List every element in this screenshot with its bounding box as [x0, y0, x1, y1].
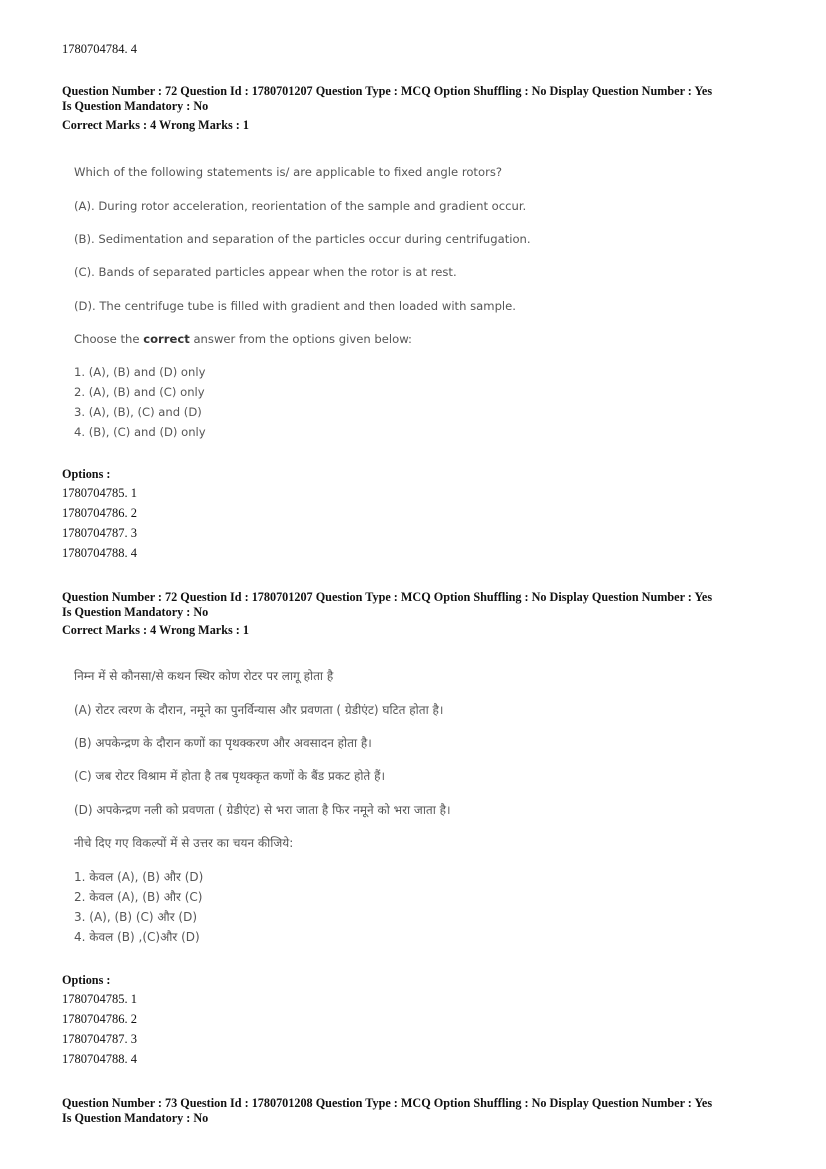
choose-instruction: Choose the correct answer from the options given below: [74, 332, 412, 346]
statement-a-hindi: (A) रोटर त्वरण के दौरान, नमूने का पुनर्विन्यास और प्रवणता ( ग्रेडीएंट) घटित होता है। [74, 703, 444, 717]
answer-choice-1: 1. (A), (B) and (D) only [74, 365, 206, 379]
option-line: 1780704786. 2 [62, 1012, 137, 1026]
statement-a: (A). During rotor acceleration, reorientation of the sample and gradient occur. [74, 199, 527, 213]
statement-c: (C). Bands of separated particles appear when the rotor is at rest. [74, 265, 457, 279]
option-line: 1780704785. 1 [62, 486, 137, 500]
question-header: Question Number : 73 Question Id : 1780701208 Question Type : MCQ Option Shuffling : No Display Question Number : Yes [62, 1096, 713, 1110]
statement-b: (B). Sedimentation and separation of the particles occur during centrifugation. [74, 232, 531, 246]
choose-instruction-hindi: नीचे दिए गए विकल्पों में से उत्तर का चयन कीजिये: [74, 836, 294, 850]
statement-c-hindi: (C) जब रोटर विश्राम में होता है तब पृथक्कृत कणों के बैंड प्रकट होते हैं। [74, 769, 386, 783]
option-line: 1780704787. 3 [62, 1032, 137, 1046]
question-mandatory: Is Question Mandatory : No [62, 1111, 209, 1125]
question-marks: Correct Marks : 4 Wrong Marks : 1 [62, 118, 249, 132]
statement-d: (D). The centrifuge tube is filled with gradient and then loaded with sample. [74, 299, 516, 313]
question-text-hindi: निम्न में से कौनसा/से कथन स्थिर कोण रोटर पर लागू होता है [74, 669, 334, 683]
answer-choice-3: 3. (A), (B), (C) and (D) [74, 405, 202, 419]
answer-choice-3-hindi: 3. (A), (B) (C) और (D) [74, 910, 198, 924]
option-line: 1780704784. 4 [62, 42, 137, 56]
question-marks: Correct Marks : 4 Wrong Marks : 1 [62, 623, 249, 637]
options-label: Options : [62, 973, 111, 987]
question-mandatory: Is Question Mandatory : No [62, 99, 209, 113]
answer-choice-2-hindi: 2. केवल (A), (B) और (C) [74, 890, 203, 904]
question-header: Question Number : 72 Question Id : 1780701207 Question Type : MCQ Option Shuffling : No Display Question Number : Yes [62, 590, 713, 604]
answer-choice-2: 2. (A), (B) and (C) only [74, 385, 205, 399]
option-line: 1780704788. 4 [62, 1052, 137, 1066]
question-mandatory: Is Question Mandatory : No [62, 605, 209, 619]
question-text: Which of the following statements is/ are applicable to fixed angle rotors? [74, 165, 503, 179]
answer-choice-4: 4. (B), (C) and (D) only [74, 425, 206, 439]
answer-choice-1-hindi: 1. केवल (A), (B) और (D) [74, 870, 204, 884]
option-line: 1780704788. 4 [62, 546, 137, 560]
option-line: 1780704786. 2 [62, 506, 137, 520]
statement-b-hindi: (B) अपकेन्द्रण के दौरान कणों का पृथक्करण और अवसादन होता है। [74, 736, 372, 750]
statement-d-hindi: (D) अपकेन्द्रण नली को प्रवणता ( ग्रेडीएंट) से भरा जाता है फिर नमूने को भरा जाता है। [74, 803, 451, 817]
option-line: 1780704787. 3 [62, 526, 137, 540]
answer-choice-4-hindi: 4. केवल (B) ,(C)और (D) [74, 930, 200, 944]
options-label: Options : [62, 467, 111, 481]
option-line: 1780704785. 1 [62, 992, 137, 1006]
question-header: Question Number : 72 Question Id : 1780701207 Question Type : MCQ Option Shuffling : No Display Question Number : Yes [62, 84, 713, 98]
